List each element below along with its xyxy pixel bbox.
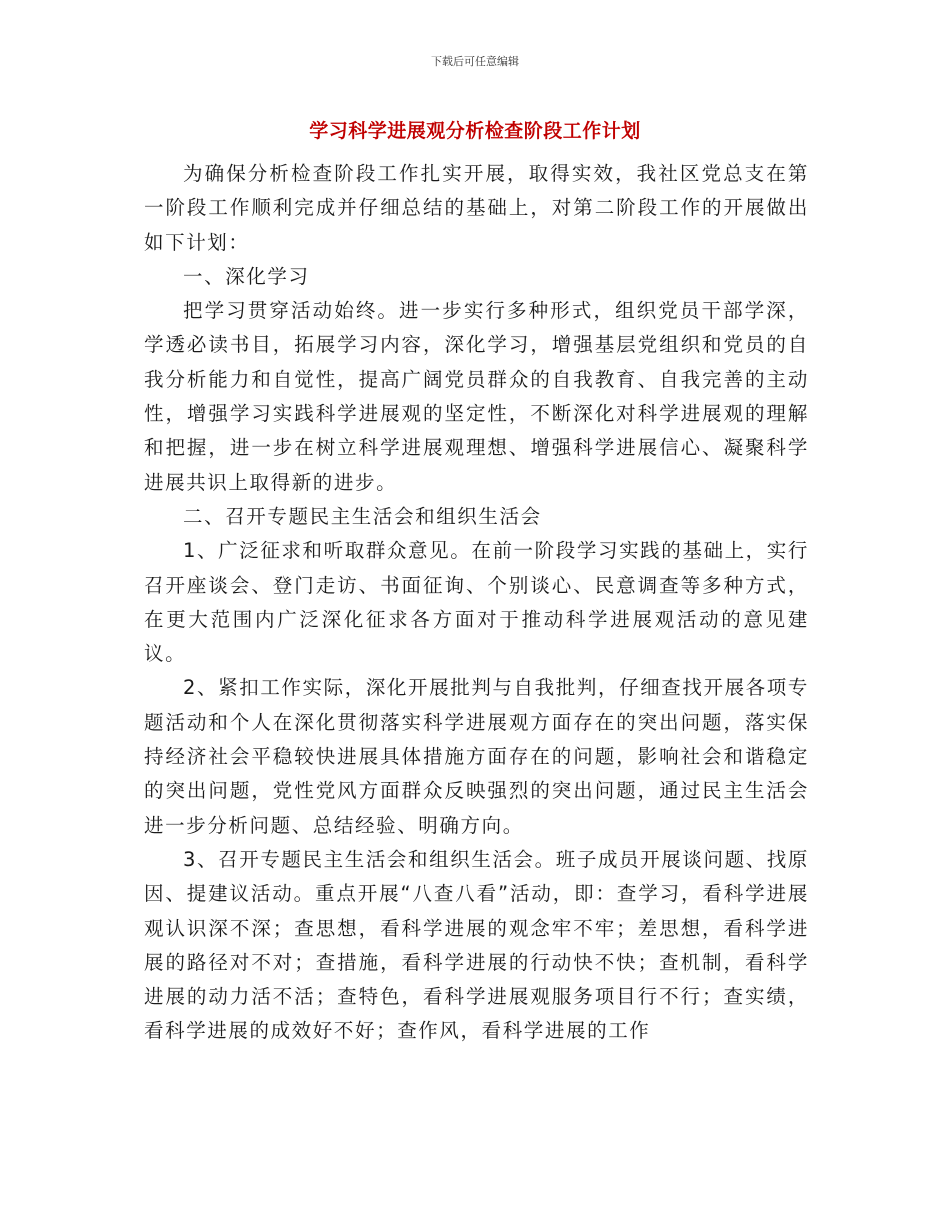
section-heading-1: 一、深化学习	[183, 264, 310, 288]
paragraph-item-3: 3、召开专题民主生活会和组织生活会。班子成员开展谈问题、找原因、提建议活动。重点开展“八查八看”活动，即：查学习，看科学进展观认识深不深；查思想，看科学进展的观念牢不牢；差思想，看科学进展的路径对不对；查措施，看科学进展的行动快不快；查机制，看科学进展的动力活不活；查特色，看科学进展观服务项目行不行；查实绩，看科学进展的成效好不好；查作风，看科学进展的工作	[144, 847, 809, 1043]
paragraph-item-2: 2、紧扣工作实际，深化开展批判与自我批判，仔细查找开展各项专题活动和个人在深化贯彻落实科学进展观方面存在的突出问题，落实保持经济社会平稳较快进展具体措施方面存在的问题，影响社会和谐稳定的突出问题，党性党风方面群众反映强烈的突出问题，通过民主生活会进一步分析问题、总结经验、明确方向。	[144, 676, 809, 837]
section-heading-2: 二、召开专题民主生活会和组织生活会	[183, 504, 542, 528]
paragraph-intro: 为确保分析检查阶段工作扎实开展，取得实效，我社区党总支在第一阶段工作顺利完成并仔细总结的基础上，对第二阶段工作的开展做出如下计划：	[144, 162, 809, 254]
document-body	[144, 157, 809, 1049]
paragraph-item-1: 1、广泛征求和听取群众意见。在前一阶段学习实践的基础上，实行召开座谈会、登门走访、书面征询、个别谈心、民意调查等多种方式，在更大范围内广泛深化征求各方面对于推动科学进展观活动的意见建议。	[144, 539, 809, 666]
paragraph-study: 把学习贯穿活动始终。进一步实行多种形式，组织党员干部学深，学透必读书目，拓展学习内容，深化学习，增强基层党组织和党员的自我分析能力和自觉性，提高广阔党员群众的自我教育、自我完善的主动性，增强学习实践科学进展观的坚定性，不断深化对科学进展观的理解和把握，进一步在树立科学进展观理想、增强科学进展信心、凝聚科学进展共识上取得新的进步。	[144, 299, 809, 494]
page-header: 下载后可任意编辑	[431, 55, 519, 68]
document-title: 学习科学进展观分析检查阶段工作计划	[309, 120, 641, 142]
